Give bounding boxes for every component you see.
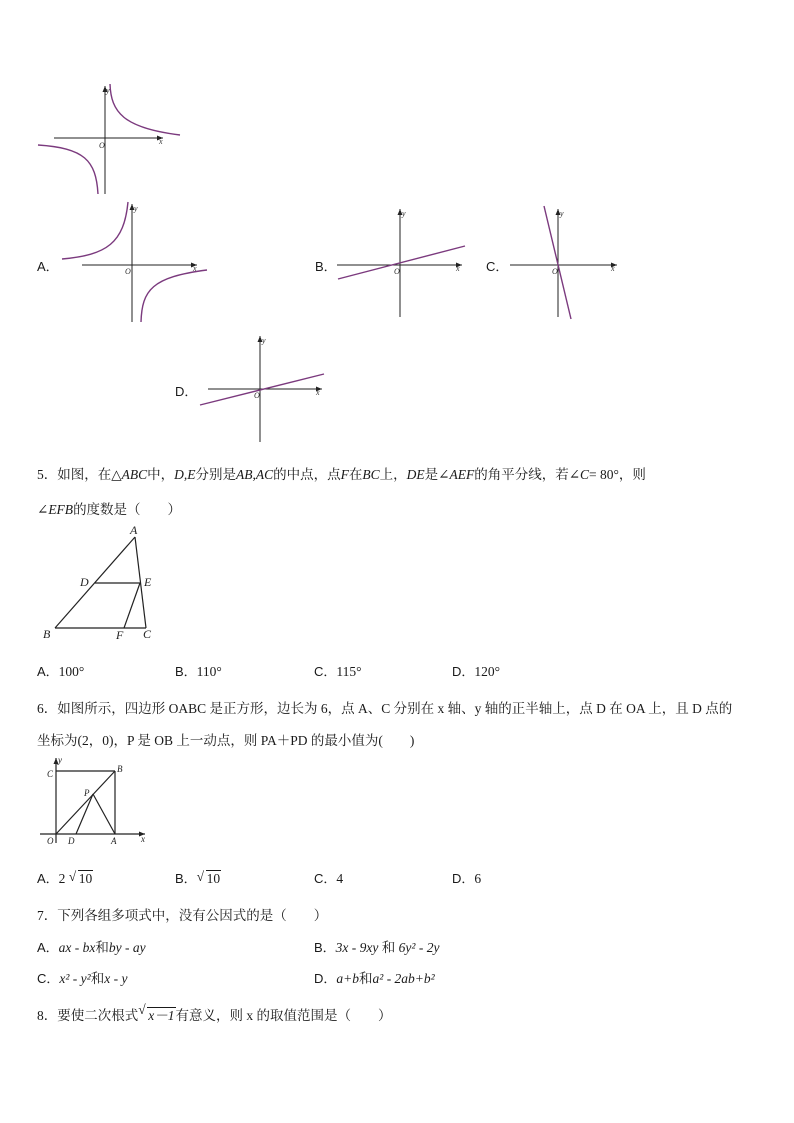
segment-pa	[93, 794, 115, 834]
reference-graph	[38, 82, 183, 197]
q4-option-b-label[interactable]: B．	[315, 259, 337, 274]
q5-option-a[interactable]: A．100°	[37, 664, 85, 679]
x-axis-label: x	[456, 264, 460, 273]
vertex-c-label: C	[143, 627, 152, 641]
q4-option-a-graph[interactable]	[62, 200, 207, 325]
x-axis-label: x	[141, 834, 145, 844]
q5-stem-line2: ∠EFB的度数是（ ）	[37, 502, 182, 517]
vertex-b-label: B	[43, 627, 51, 641]
q6-option-c[interactable]: C．4	[314, 871, 344, 886]
origin-label: O	[99, 141, 105, 150]
q6-stem-line2: 坐标为(2，0)，P 是 OB 上一动点，则 PA＋PD 的最小值为( )	[37, 733, 415, 748]
segment-pd	[76, 794, 93, 834]
origin-label: O	[552, 267, 558, 276]
sqrt-symbol: √ 10	[196, 869, 221, 886]
q6-option-d[interactable]: D．6	[452, 871, 482, 886]
segment-ef	[124, 583, 140, 628]
q4-option-d-graph[interactable]	[198, 333, 333, 445]
q7-option-d[interactable]: D．a+b和a² - 2ab+b²	[314, 971, 435, 986]
point-d-label: D	[80, 575, 89, 589]
q5-option-b[interactable]: B．110°	[175, 664, 222, 679]
sqrt-symbol: √ 10	[68, 869, 93, 886]
q4-option-a-label[interactable]: A．	[37, 259, 59, 274]
q5-option-d[interactable]: D．120°	[452, 664, 501, 679]
q4-option-c-label[interactable]: C．	[486, 259, 509, 274]
x-axis-label: x	[193, 264, 197, 273]
q5-stem-line1: 5．如图，在△ABC中，D,E分别是AB,AC的中点，点F在BC上，DE是∠AEF的角平分线，若∠C= 80°，则	[37, 467, 646, 482]
sqrt-symbol: √ x－1	[138, 1002, 175, 1023]
origin-label: O	[254, 391, 260, 400]
q5-triangle-figure	[38, 522, 168, 644]
q7-option-a[interactable]: A．ax - bx和by - ay	[37, 940, 146, 955]
hyperbola-branch-q2	[62, 202, 128, 259]
vertex-a-label: A	[130, 523, 138, 537]
q6-option-a[interactable]: A．2 √ 10	[37, 869, 93, 886]
hyperbola-branch-q4	[141, 270, 207, 322]
point-e-label: E	[144, 575, 152, 589]
y-axis-label: y	[262, 336, 266, 345]
point-a-label: A	[111, 836, 117, 846]
y-axis-label: y	[560, 209, 564, 218]
q6-stem-line1: 6．如图所示，四边形 OABC 是正方形，边长为 6，点 A、C 分别在 x 轴、y 轴的正半轴上，点 D 在 OA 上，且 D 点的	[37, 701, 733, 716]
q5-option-c[interactable]: C．115°	[314, 664, 362, 679]
hyperbola-branch-q3	[38, 145, 98, 194]
q6-option-b[interactable]: B． √ 10	[175, 869, 221, 886]
q7-stem: 7．下列各组多项式中，没有公因式的是（ ）	[37, 908, 328, 923]
q7-option-c[interactable]: C．x² - y²和x - y	[37, 971, 128, 986]
x-axis-label: x	[611, 264, 615, 273]
q8-stem: 8．要使二次根式 √ x－1有意义，则 x 的取值范围是（ ）	[37, 1002, 392, 1023]
origin-label: O	[47, 836, 54, 846]
y-axis-label: y	[58, 755, 62, 765]
x-axis-label: x	[316, 388, 320, 397]
origin-label: O	[125, 267, 131, 276]
q4-option-d-label[interactable]: D．	[175, 384, 198, 399]
point-p-label: P	[84, 788, 90, 798]
q4-option-c-graph[interactable]	[505, 205, 625, 323]
x-axis-label: x	[159, 137, 163, 146]
y-axis-label: y	[134, 204, 138, 213]
y-axis-label: y	[402, 209, 406, 218]
q6-square-figure	[38, 755, 153, 847]
q4-option-b-graph[interactable]	[335, 205, 470, 320]
line-positive-slope	[338, 246, 465, 279]
point-c-label: C	[47, 769, 54, 779]
point-f-label: F	[116, 628, 124, 642]
hyperbola-branch-q1	[110, 84, 180, 135]
q7-option-b[interactable]: B．3x - 9xy 和 6y² - 2y	[314, 940, 440, 955]
diagonal-ob	[56, 771, 115, 834]
y-axis-label: y	[106, 86, 110, 95]
point-b-label: B	[117, 764, 123, 774]
origin-label: O	[394, 267, 400, 276]
point-d-label: D	[68, 836, 75, 846]
